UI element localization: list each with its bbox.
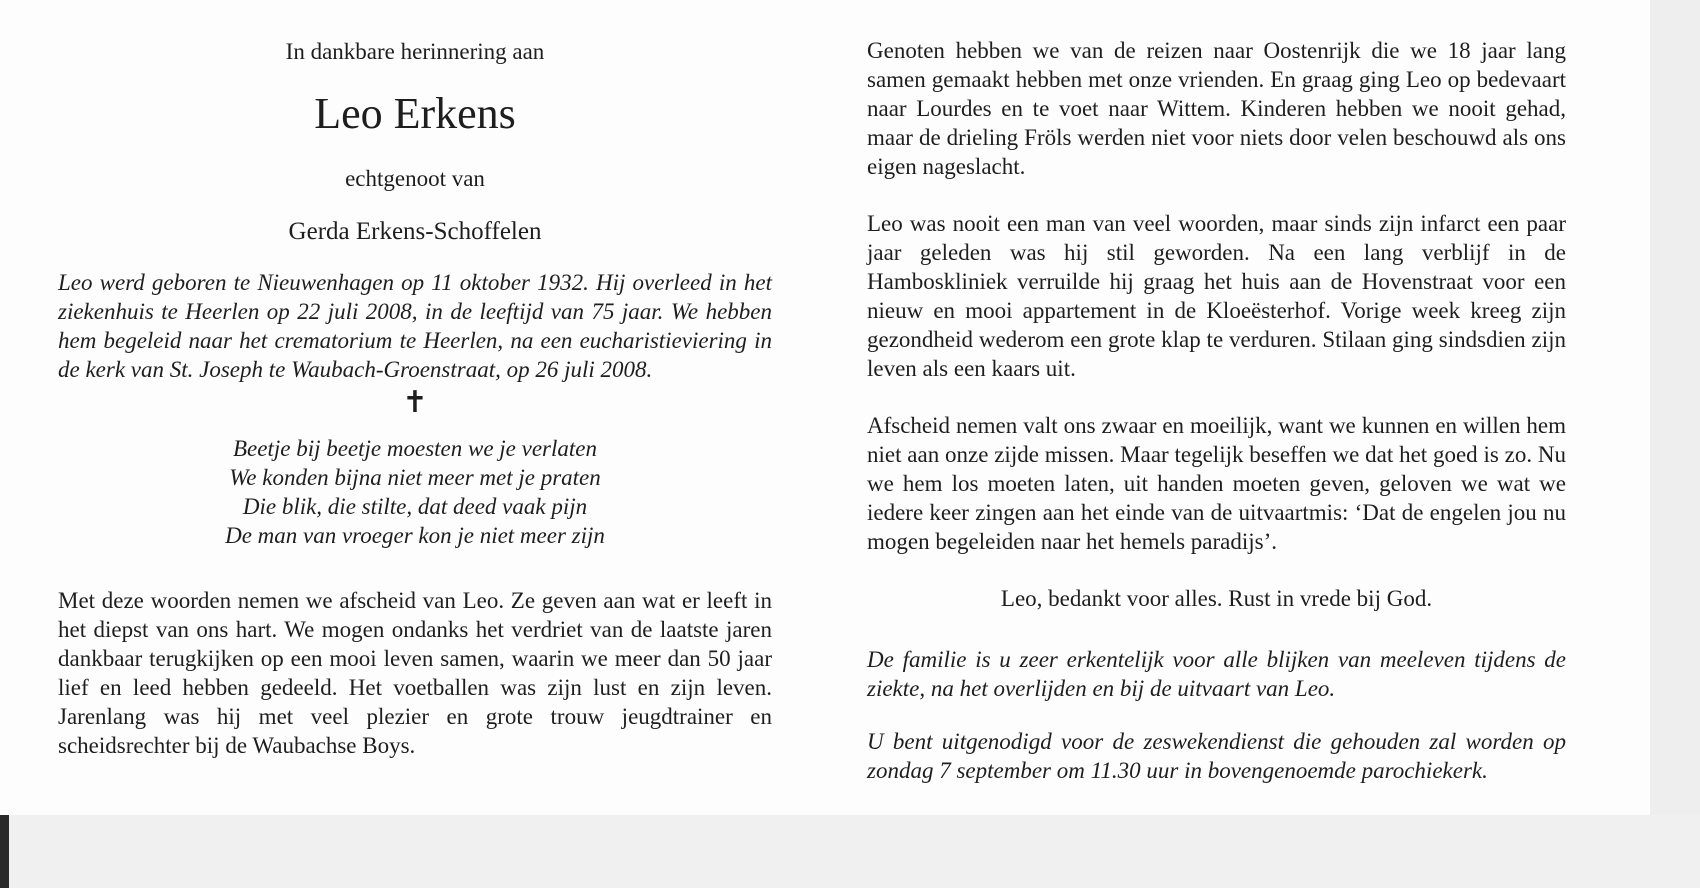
family-thanks: De familie is u zeer erkentelijk voor alle blijken van meeleven tijdens de ziekte, na het overlijden en bij de uitvaart van Leo.: [867, 647, 1566, 701]
poem-line: We konden bijna niet meer met je praten: [229, 465, 601, 490]
biography-text: Leo werd geboren te Nieuwenhagen op 11 oktober 1932. Hij overleed in het ziekenhuis te Heerlen op 22 juli 2008, in de leeftijd van 75 jaar. We hebben hem begeleid naar het crematorium te Heerlen, na een eucharistieviering in de kerk van St. Joseph te Waubach-Groenstraat, op 26 juli 2008.: [58, 270, 772, 382]
deceased-name: Leo Erkens: [314, 89, 516, 138]
right-panel: [867, 36, 1566, 785]
scan-bottom-edge: [0, 815, 1700, 888]
poem-line: Die blik, die stilte, dat deed vaak pijn: [242, 494, 588, 519]
cross-icon: ✝: [402, 386, 428, 419]
intro-text: In dankbare herinnering aan: [285, 39, 545, 64]
illness-paragraph: Leo was nooit een man van veel woorden, maar sinds zijn infarct een paar jaar geleden was hij stil geworden. Na een lang verblijf in de Hamboskliniek verruilde hij graag het huis aan de Hovenstraat voor een nieuw en mooi appartement in de Kloeësterhof. Vorige week kreeg zijn gezondheid wederom een grote klap te verduren. Stilaan ging sindsdien zijn leven als een kaars uit.: [867, 211, 1566, 381]
closing-line: Leo, bedankt voor alles. Rust in vrede bij God.: [1000, 586, 1433, 611]
scan-edge-mark: [0, 815, 9, 888]
farewell-faith-paragraph: Afscheid nemen valt ons zwaar en moeilijk, want we kunnen en willen hem niet aan onze zijde missen. Maar tegelijk beseffen we dat het goed is zo. Nu we hem los moeten laten, uit handen moeten geven, geloven we wat we iedere keer zingen aan het einde van de uitvaartmis: ‘Dat de engelen jou nu mogen begeleiden naar het hemels paradijs’.: [867, 413, 1566, 554]
poem-line: Beetje bij beetje moesten we je verlaten: [232, 436, 597, 461]
spouse-name: Gerda Erkens-Schoffelen: [288, 218, 542, 245]
spouse-label: echtgenoot van: [345, 166, 485, 191]
poem: [58, 434, 772, 550]
poem-line: De man van vroeger kon je niet meer zijn: [225, 523, 605, 548]
service-invitation: U bent uitgenodigd voor de zeswekendienst die gehouden zal worden op zondag 7 september om 11.30 uur in bovengenoemde parochiekerk.: [867, 729, 1566, 783]
farewell-paragraph: Met deze woorden nemen we afscheid van Leo. Ze geven aan wat er leeft in het diepst van ons hart. We mogen ondanks het verdriet van de laatste jaren dankbaar terugkijken op een mooi leven samen, waarin we meer dan 50 jaar lief en leed hebben gedeeld. Het voetballen was zijn lust en zijn leven. Jarenlang was hij met veel plezier en grote trouw jeugdtrainer en scheidsrechter bij de Waubachse Boys.: [58, 588, 772, 758]
left-panel: [58, 36, 772, 760]
travel-paragraph: Genoten hebben we van de reizen naar Oostenrijk die we 18 jaar lang samen gemaakt hebben met onze vrienden. En graag ging Leo op bedevaart naar Lourdes en te voet naar Wittem. Kinderen hebben we nooit gehad, maar de drieling Fröls werden niet voor niets door velen beschouwd als ons eigen nageslacht.: [867, 38, 1566, 179]
